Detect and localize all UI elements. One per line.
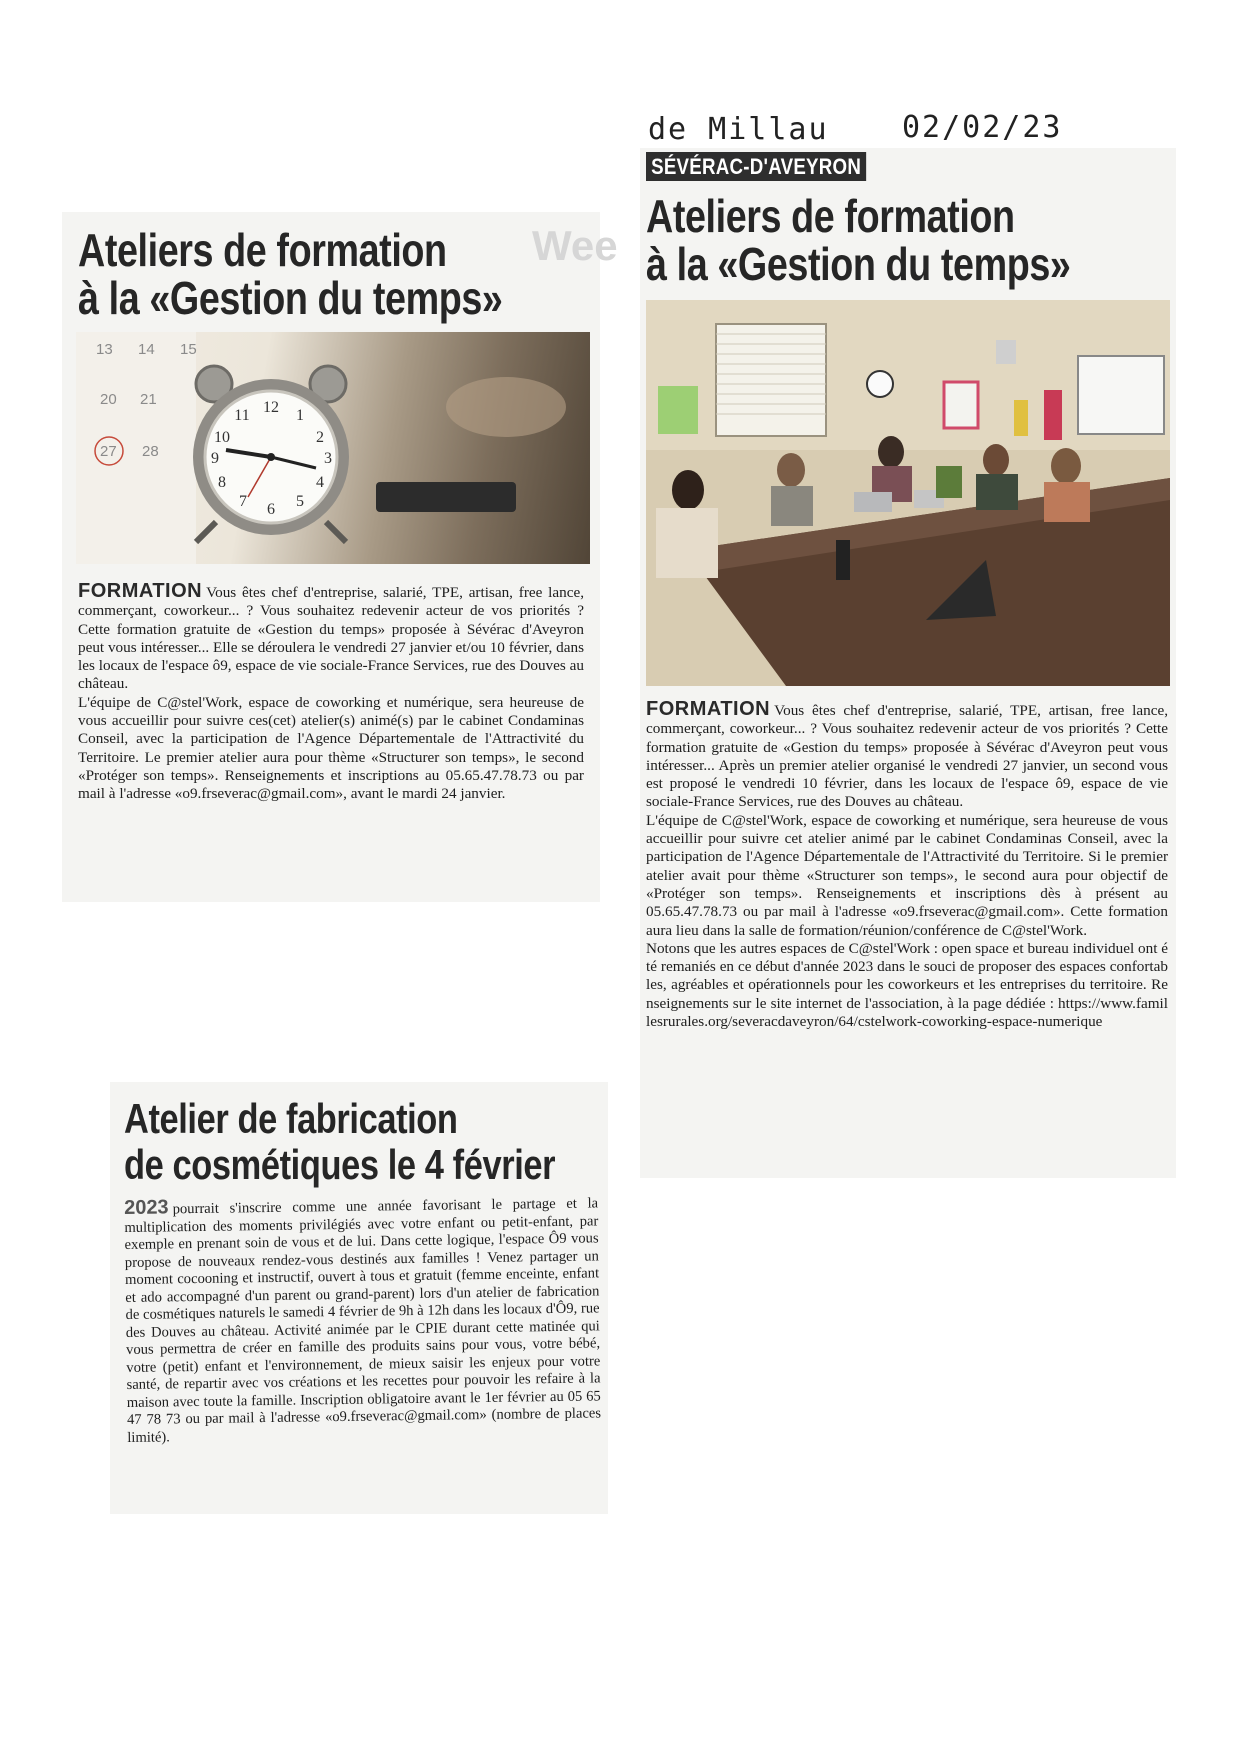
clock-num-1: 1 (296, 407, 304, 424)
cal-num-20: 20 (100, 391, 117, 408)
clock-num-2: 2 (316, 429, 324, 446)
right-article-text (646, 700, 1168, 1031)
left-body2: L'équipe de C@stel'Work, espace de coworking et numérique, sera heureuse de vous accueillir pour suivre ces(cet) atelier(s) animé(s) par le cabinet Condaminas Conseil, avec la participation de l'Agence Départementale de l'Attractivité du Territoire. Le premier atelier aura pour thème «Structurer son temps», le second «Protéger son temps». Renseignements et inscriptions au 05.65.47.78.73 ou par mail à l'adresse «o9.frseverac@gmail.com», avant le mardi 24 janvier. (78, 693, 584, 803)
cal-num-15: 15 (180, 341, 197, 358)
right-title-line1: Ateliers de formation (646, 190, 1015, 242)
bottom-kicker: 2023 (123, 1196, 169, 1219)
left-kicker: FORMATION (78, 580, 203, 602)
right-body2: L'équipe de C@stel'Work, espace de coworking et numérique, sera heureuse de vous accueillir pour suivre cet atelier animé par le cabinet Condaminas Conseil, avec la participation de l'Agence Départementale de l'Attractivité du Territoire. Si le premier atelier avait pour thème «Structurer son temps», le second aura pour objectif de «Protéger son temps». Renseignements et inscriptions dès à présent au 05.65.47.78.73 ou par mail à l'adresse «o9.frseverac@gmail.com». Cette formation aura lieu dans la salle de formation/réunion/conférence de C@stel'Work. (646, 811, 1168, 939)
whiteboard (1078, 356, 1164, 434)
article-bottom (110, 1082, 608, 1514)
left-article-text (78, 582, 584, 804)
section-tag: SÉVÉRAC-D'AVEYRON (646, 152, 866, 181)
left-photo-clock (76, 332, 590, 564)
poster-red (1044, 390, 1062, 440)
right-body: Vous êtes chef d'entreprise, salarié, TPE, artisan, free lance, commerçant, coworkeur... ? Vous souhaitez redevenir acteur de vos priorités ? Cette formation gratuite de «Gestion du temps» proposée à Sévérac d'Aveyron peut vous intéresser... Après un premier atelier organisé le vendredi 27 janvier, un second vous est proposé le vendredi 10 février, dans les locaux de l'espace ô9, espace de vie sociale-France Services, rue des Douves au château. (646, 702, 1168, 811)
clock-num-5: 5 (296, 493, 304, 510)
handwritten-date: 02/02/23 (902, 110, 1063, 145)
window-blind (716, 324, 826, 436)
cal-num-13: 13 (96, 341, 113, 358)
cal-num-21: 21 (140, 391, 157, 408)
article-left (62, 212, 618, 902)
clock-num-8: 8 (218, 474, 226, 491)
wall-clock (867, 371, 893, 397)
clock-num-7: 7 (239, 493, 247, 510)
ghost-bleedthrough: Wee (532, 222, 618, 269)
cal-num-27: 27 (100, 443, 117, 460)
left-title-line2: à la «Gestion du temps» (78, 272, 503, 324)
right-title-line2: à la «Gestion du temps» (646, 238, 1071, 290)
article-right (640, 148, 1176, 1178)
right-photo-meeting (646, 300, 1170, 686)
clock-illustration (76, 332, 590, 564)
left-body: Vous êtes chef d'entreprise, salarié, TPE, artisan, free lance, commerçant, coworkeur... ? Vous souhaitez redevenir acteur de vos priorités ? Cette formation gratuite de «Gestion du temps» proposée à Sévérac d'Aveyron peut vous intéresser... Elle se déroulera le vendredi 27 janvier et/ou 10 février, dans les locaux de l'espace ô9, espace de vie sociale-France Services, rue des Douves au château. (78, 584, 584, 693)
bottom-title-line1: Atelier de fabrication (124, 1095, 458, 1142)
poster-yellow (1014, 400, 1028, 436)
phone-shape (376, 482, 516, 512)
clock-num-3: 3 (324, 450, 332, 467)
plant (936, 466, 962, 498)
poster-pink (944, 382, 978, 428)
left-title-line1: Ateliers de formation (78, 224, 447, 276)
clock-num-10: 10 (214, 429, 230, 446)
clock-num-9: 9 (211, 450, 219, 467)
bottom-article-text (124, 1193, 601, 1447)
clock-num-11: 11 (234, 407, 250, 424)
right-kicker: FORMATION (646, 698, 771, 720)
clock-num-6: 6 (267, 501, 275, 518)
clock-num-12: 12 (263, 399, 279, 416)
meeting-room-illustration (646, 300, 1170, 686)
right-body3: Notons que les autres espaces de C@stel'Work : open space et bureau individuel ont été remaniés en ce début d'année 2023 dans le souci de proposer des espaces confortables, agréables et opérationnels pour les coworkeurs et les entreprises du territoire. Renseignements sur le site internet de l'association, à la page dédiée : https://www.famillesrurales.org/severacdaveyron/64/cstelwork-coworking-espace-numerique (646, 939, 1168, 1031)
cal-num-28: 28 (142, 443, 159, 460)
handwritten-source (648, 112, 829, 147)
handwritten-publication: de Millau (648, 112, 829, 147)
clock-num-4: 4 (316, 474, 324, 491)
cal-num-14: 14 (138, 341, 155, 358)
bottom-title-line2: de cosmétiques le 4 février (124, 1141, 556, 1188)
bottom-body: pourrait s'inscrire comme une année favorisant le partage et la multiplication des moments privilégiés avec votre enfant ou petit-enfant, par exemple en prenant soin de vous et de lui. Dans cette logique, l'espace Ô9 vous propose de nouveaux rendez-vous destinés aux familles ! Venez partager un moment cocooning et instructif, ouvert à tous et gratuit (femme enceinte, enfant et ado accompagné d'un parent ou grand-parent) lors d'un atelier de fabrication de cosmétiques naturels le samedi 4 février de 9h à 12h dans les locaux d'Ô9, rue des Douves au château. Activité animée par le CPIE durant cette matinée qui vous permettra de créer en famille des produits sains pour vous, votre bébé, votre (petit) enfant et l'environnement, de mieux saisir les enjeux pour votre santé, de repartir avec vos créations et les recettes pour pouvoir les refaire à la maison avec toute la famille. Inscription obligatoire avant le 1er février au 05 65 47 78 73 ou par mail à l'adresse «o9.frseverac@gmail.com» (nombre de places limité). (124, 1195, 602, 1446)
poster-green (658, 386, 698, 434)
